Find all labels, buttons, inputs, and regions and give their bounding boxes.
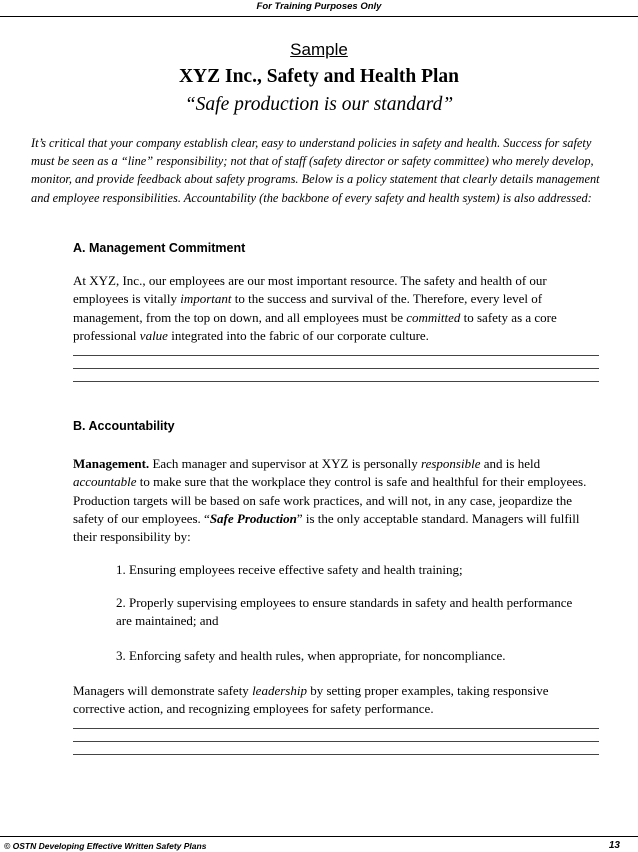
emphasis-important: important	[180, 291, 232, 307]
section-a-heading: A. Management Commitment	[73, 241, 246, 255]
emphasis-committed: committed	[406, 309, 461, 325]
blank-line	[73, 360, 599, 369]
page-footer	[0, 836, 638, 852]
management-lead: Management.	[73, 456, 150, 471]
blank-line	[73, 347, 599, 356]
closing-paragraph: Managers will demonstrate safety leadership by setting proper examples, taking responsive corrective action, and recognizing employees for safety performance.	[73, 683, 549, 717]
list-item: 3. Enforcing safety and health rules, when appropriate, for noncompliance.	[116, 648, 506, 663]
blank-line	[73, 720, 599, 729]
blank-lines-section-a	[73, 345, 603, 382]
footer-text: © OSTN Developing Effective Written Safety Plans	[4, 841, 207, 851]
page-header	[0, 0, 638, 17]
emphasis-safe-production: Safe Production	[209, 510, 297, 526]
blank-line	[73, 373, 599, 382]
header-text: For Training Purposes Only	[256, 1, 382, 12]
emphasis-accountable: accountable	[73, 474, 137, 490]
slogan: “Safe production is our standard”	[184, 94, 454, 115]
section-b-heading: B. Accountability	[73, 419, 175, 433]
section-b-paragraph: Management. Each manager and supervisor at XYZ is personally responsible and is held accountable to make sure that the workplace they control is safe and healthful for their employees. Production targets will be based on safe work practices, and will not, in any case, jeopardize the safety of our employees. “Safe Production” is the only acceptable standard. Managers will fulfill their responsibility by:	[73, 456, 587, 545]
blank-line	[73, 733, 599, 742]
list-item: 1. Ensuring employees receive effective safety and health training;	[116, 562, 463, 577]
blank-line	[73, 746, 599, 755]
sample-title: Sample	[290, 40, 348, 59]
emphasis-leadership: leadership	[252, 683, 307, 698]
intro-paragraph: It’s critical that your company establish clear, easy to understand policies in safety and health. Success for safety must be seen as a “line” responsibility; not that of staff (safety director or safety committee) who merely develop, monitor, and provide feedback about safety programs. Below is a policy statement that clearly details management and employee responsibilities. Accountability (the backbone of every safety and health system) is also addressed:	[31, 136, 600, 205]
emphasis-value: value	[139, 327, 168, 343]
list-item: 2. Properly supervising employees to ensure standards in safety and health performance are maintained; and	[116, 595, 573, 629]
page-number: 13	[608, 840, 620, 851]
blank-lines-section-b	[73, 718, 603, 755]
emphasis-responsible: responsible	[421, 456, 481, 471]
document-title: XYZ Inc., Safety and Health Plan	[178, 66, 460, 87]
section-a-paragraph: At XYZ, Inc., our employees are our most important resource. The safety and health of our employees is vitally important to the success and survival of the. Therefore, every level of management, from the top on down, and all employees must be committed to safety as a core professional value integrated into the fabric of our corporate culture.	[73, 273, 557, 343]
